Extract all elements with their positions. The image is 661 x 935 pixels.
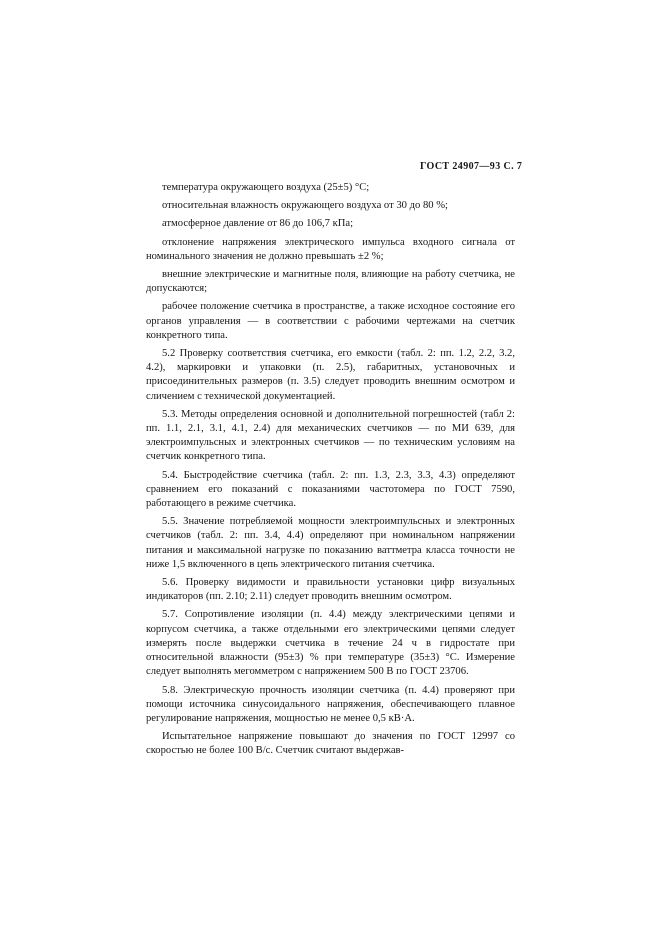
paragraph-5-2: 5.2 Проверку соответствия счетчика, его емкости (табл. 2: пп. 1.2, 2.2, 3.2, 4.2), маркировки и упаковки (п. 2.5), габаритных, установочных и присоединительных размеров (п. 3.5) следует проводить внешним осмотром и сличением с технической документацией. <box>146 348 515 402</box>
paragraph-5-8: 5.8. Электрическую прочность изоляции счетчика (п. 4.4) проверяют при помощи источника синусоидального напряжения, обеспечивающего плавное регулирование напряжения, мощностью не менее 0,5 кВ·А. <box>146 684 515 724</box>
paragraph-5-4: 5.4. Быстродействие счетчика (табл. 2: пп. 1.3, 2.3, 3.3, 4.3) определяют сравнением его показаний с показаниями частотомера по ГОСТ 7590, работающего в режиме счетчика. <box>146 469 515 510</box>
paragraph-external-fields: внешние электрические и магнитные поля, влияющие на работу счетчика, не допускаются; <box>146 269 515 295</box>
paragraph-pressure: атмосферное давление от 86 до 106,7 кПа; <box>162 218 354 230</box>
paragraph-working-position: рабочее положение счетчика в пространстве, а также исходное состояние его органов управления — в соответствии с рабочими чертежами на счетчик конкретного типа. <box>146 301 515 341</box>
paragraph-humidity: относительная влажность окружающего воздуха от 30 до 80 %; <box>162 200 448 212</box>
document-body <box>146 181 515 763</box>
paragraph-5-5: 5.5. Значение потребляемой мощности электроимпульсных и электронных счетчиков (табл. 2: пп. 3.4, 4.4) определяют при номинальном напряжении питания и максимальной нагрузке по показанию ваттметра класса точности не ниже 1,5 включенного в цепь электрического питания счетчика. <box>146 516 515 570</box>
paragraph-voltage-deviation: отклонение напряжения электрического импульса входного сигнала от номинального значения не должно превышать ±2 %; <box>146 236 515 262</box>
paragraph-5-7: 5.7. Сопротивление изоляции (п. 4.4) между электрическими цепями и корпусом счетчика, а также отдельными его электрическими цепями следует измерять после выдержки счетчика в течение 24 ч в гидростате при относительной влажности (95±3) % при температуре (35±3) °С. Измерение следует выполнять мегомметром с напряжением 500 В по ГОСТ 23706. <box>146 609 515 678</box>
paragraph-test-voltage: Испытательное напряжение повышают до значения по ГОСТ 12997 со скоростью не более 100 В/с. Счетчик считают выдержав- <box>146 731 515 757</box>
paragraph-temperature: температура окружающего воздуха (25±5) °С; <box>162 182 370 193</box>
page-header: ГОСТ 24907—93 С. 7 <box>420 161 523 172</box>
paragraph-5-6: 5.6. Проверку видимости и правильности установки цифр визуальных индикаторов (пп. 2.10; 2.11) следует проводить внешним осмотром. <box>146 577 515 603</box>
paragraph-5-3: 5.3. Методы определения основной и дополнительной погрешностей (табл 2: пп. 1.1, 2.1, 3.1, 4.1, 2.4) для механических счетчиков — по МИ 639, для электроимпульсных и электронных счетчиков — по техническим условиям на счетчик конкретного типа. <box>146 408 515 463</box>
